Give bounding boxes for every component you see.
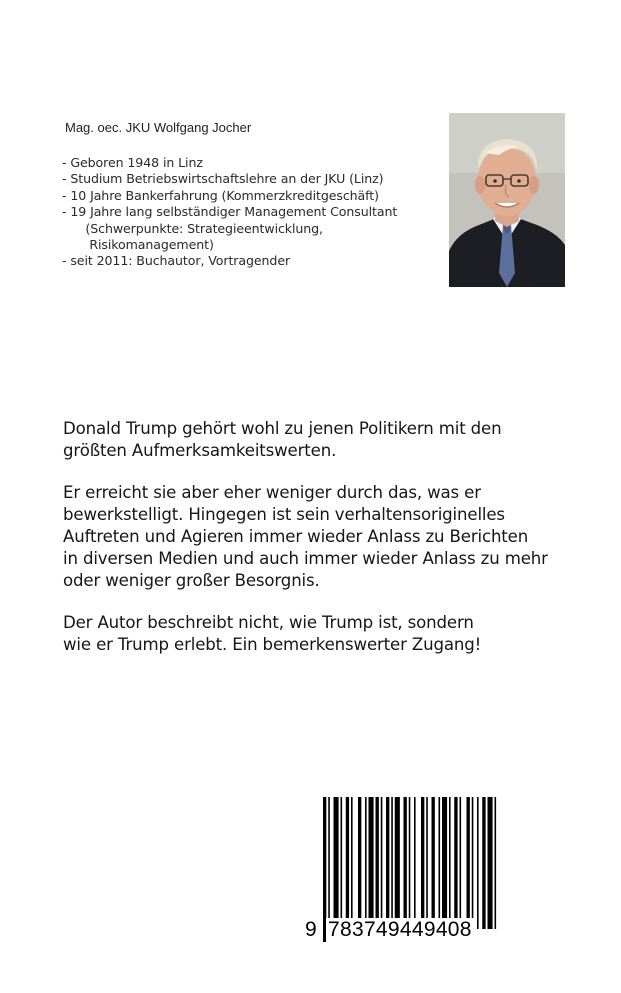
barcode-bar (358, 797, 361, 929)
barcode-bar (482, 797, 485, 929)
barcode-bar (386, 797, 389, 929)
barcode-bar (477, 797, 479, 929)
barcode-bar (449, 797, 451, 929)
isbn-number (305, 918, 500, 944)
blurb-paragraph-3: Der Autor beschreibt nicht, wie Trump ist, sondern wie er Trump erlebt. Ein bemerkenswerter Zugang! (63, 613, 482, 654)
barcode-bar (442, 797, 447, 929)
bio-line: (Schwerpunkte: Strategieentwicklung, (62, 220, 323, 236)
author-bio (62, 155, 397, 270)
barcode-bar (334, 797, 339, 929)
barcode-bar (432, 797, 435, 929)
barcode-bar (381, 797, 383, 929)
portrait-illustration (449, 113, 565, 287)
bio-line: - Geboren 1948 in Linz (62, 155, 203, 170)
barcode-bar (409, 797, 411, 929)
barcode-bar (376, 797, 379, 929)
barcode-bar (495, 797, 497, 929)
bio-line: Risikomanagement) (62, 237, 214, 253)
blurb-paragraph-2: Er erreicht sie aber eher weniger durch das, was er bewerkstelligt. Hingegen ist sein verhaltensoriginelles Auftreten und Agieren immer wieder Anlass zu Berichten in diversen Medien und auch immer wieder Anlass zu mehr oder weniger großer Besorgnis. (63, 483, 548, 590)
barcode-bar (472, 797, 474, 929)
barcode-bar (439, 797, 441, 929)
barcode-bar (404, 797, 407, 929)
barcode-bar (414, 797, 416, 929)
barcode-bar (488, 797, 493, 929)
barcode-bar (426, 797, 428, 929)
blurb-paragraph-1: Donald Trump gehört wohl zu jenen Politikern mit den größten Aufmerksamkeitswerten. (63, 419, 502, 460)
isbn-lead-digit: 9 (305, 918, 317, 941)
author-name: Mag. oec. JKU Wolfgang Jocher (65, 120, 252, 135)
bio-line: - seit 2011: Buchautor, Vortragender (62, 253, 291, 269)
author-portrait (449, 113, 565, 287)
barcode-bar (369, 797, 374, 929)
barcode-bar (467, 797, 470, 929)
barcode-bar (365, 797, 367, 929)
barcode-bar (341, 797, 343, 929)
barcode-bar (395, 797, 400, 929)
barcode-bar (346, 797, 349, 929)
barcode-bar (421, 797, 424, 929)
barcode-bar (351, 797, 353, 929)
barcode-bar (391, 797, 393, 929)
isbn-digits: 783749449408 (328, 918, 472, 941)
back-cover-blurb (63, 418, 583, 676)
bio-line: - 10 Jahre Bankerfahrung (Kommerzkreditgeschäft) (62, 187, 379, 203)
bio-line: - Studium Betriebswirtschaftslehre an der JKU (Linz) (62, 171, 384, 187)
bio-line: - 19 Jahre lang selbständiger Management Consultant (62, 204, 398, 220)
